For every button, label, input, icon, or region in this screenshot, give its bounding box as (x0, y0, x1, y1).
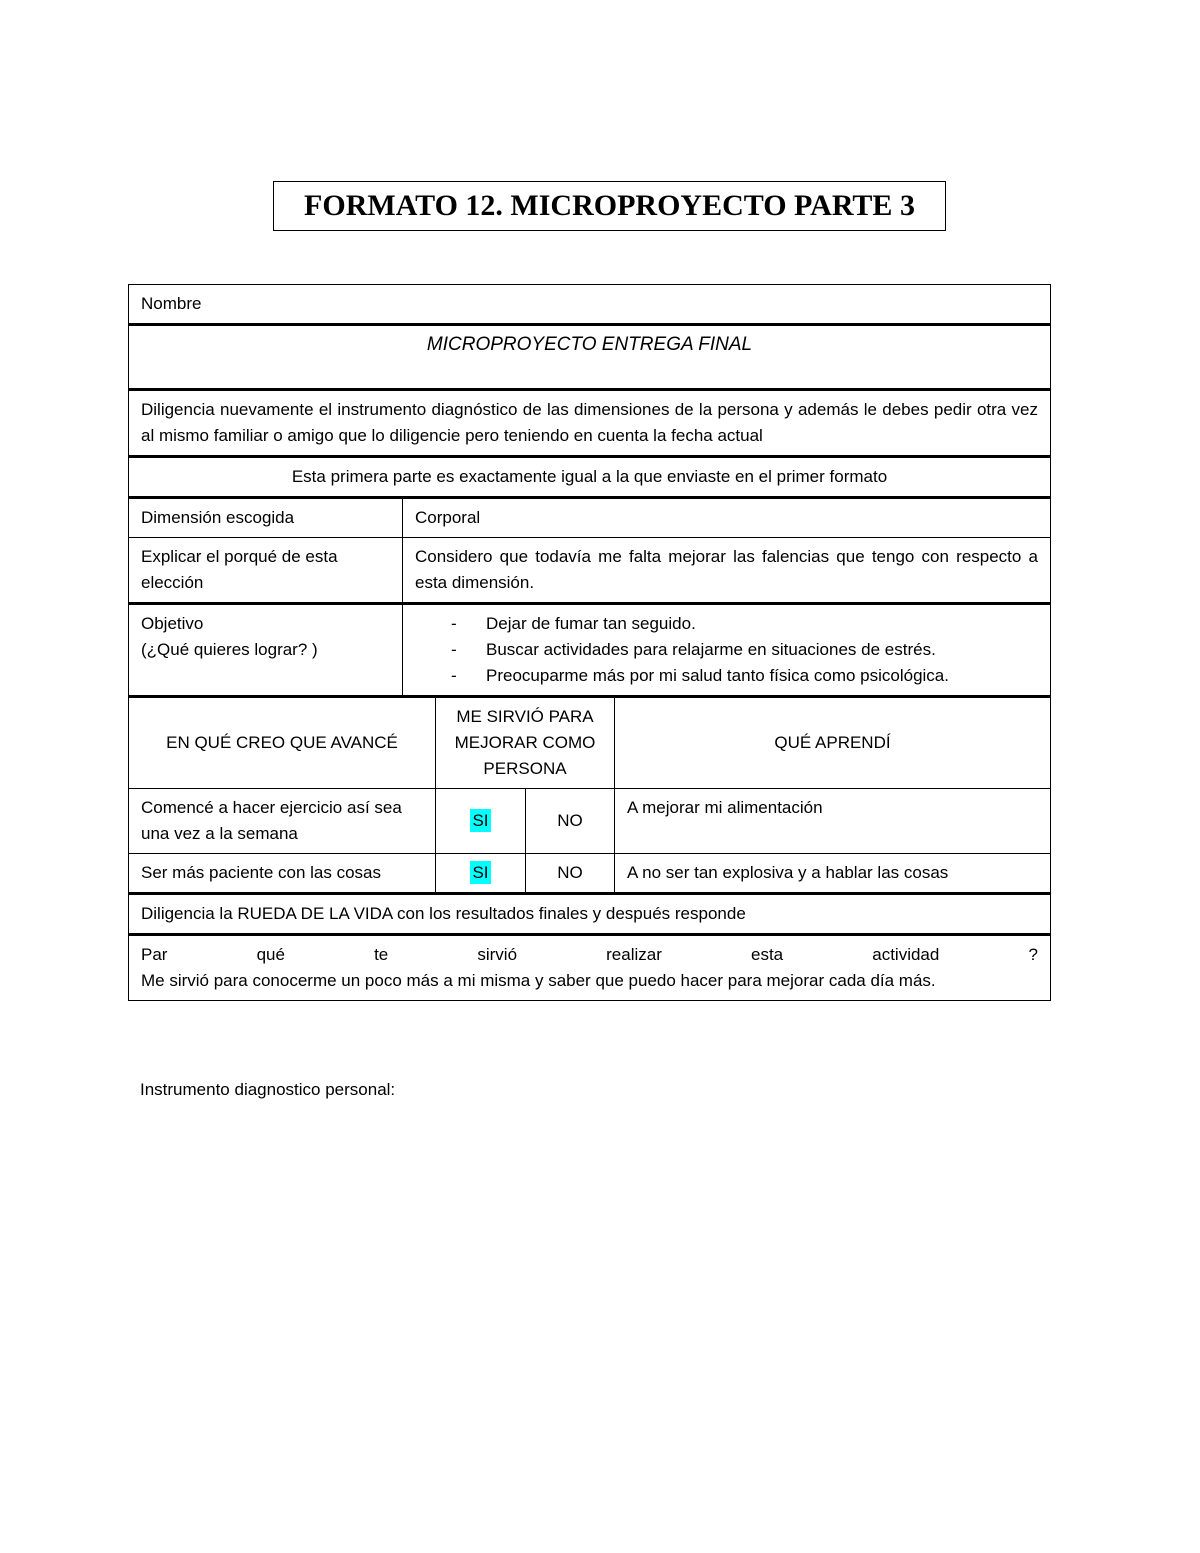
progress-learned-2[interactable]: A no ser tan explosiva y a hablar las cosas (615, 854, 1051, 894)
question-word: Par (141, 945, 168, 964)
yes-highlight: SI (472, 863, 489, 882)
objective-label-question: (¿Qué quieres lograr? ) (141, 640, 318, 659)
document-title: FORMATO 12. MICROPROYECTO PARTE 3 (273, 181, 946, 231)
question-word: qué (256, 945, 285, 964)
reflection-question (141, 942, 1038, 968)
header-learned: QUÉ APRENDÍ (615, 697, 1051, 789)
dimension-label: Dimensión escogida (129, 498, 403, 538)
objective-list-cell[interactable] (403, 604, 1051, 697)
question-word: te (374, 945, 389, 964)
question-word: actividad (872, 945, 940, 964)
note-text: Esta primera parte es exactamente igual a la que enviaste en el primer formato (129, 457, 1051, 498)
progress-yes-1[interactable] (436, 789, 526, 854)
question-word: realizar (606, 945, 662, 964)
progress-learned-1[interactable]: A mejorar mi alimentación (615, 789, 1051, 854)
reflection-cell[interactable] (129, 935, 1051, 1001)
question-word: ? (1028, 945, 1038, 964)
objective-label (129, 604, 403, 697)
progress-no-1[interactable]: NO (526, 789, 615, 854)
microproject-form (128, 284, 1051, 1001)
wheel-instruction: Diligencia la RUEDA DE LA VIDA con los resultados finales y después responde (129, 894, 1051, 935)
header-advanced: EN QUÉ CREO QUE AVANCÉ (129, 697, 436, 789)
objective-list (415, 611, 1038, 689)
reflection-answer: Me sirvió para conocerme un poco más a mi misma y saber que puedo hacer para mejorar cada día más. (141, 971, 936, 990)
objective-label-title: Objetivo (141, 614, 204, 633)
progress-yes-2[interactable] (436, 854, 526, 894)
objective-item: - Buscar actividades para relajarme en situaciones de estrés. (451, 637, 1038, 663)
question-word: sirvió (477, 945, 518, 964)
objective-item: - Preocuparme más por mi salud tanto física como psicológica. (451, 663, 1038, 689)
dimension-value[interactable]: Corporal (403, 498, 1051, 538)
section-title: MICROPROYECTO ENTREGA FINAL (129, 325, 1051, 390)
reason-label: Explicar el porqué de esta elección (129, 538, 403, 604)
progress-advanced-2[interactable]: Ser más paciente con las cosas (129, 854, 436, 894)
objective-item: - Dejar de fumar tan seguido. (451, 611, 1038, 637)
reason-value[interactable]: Considero que todavía me falta mejorar las falencias que tengo con respecto a esta dimensión. (403, 538, 1051, 604)
progress-advanced-1[interactable]: Comencé a hacer ejercicio así sea una vez a la semana (129, 789, 436, 854)
diagnostic-instrument-label: Instrumento diagnostico personal: (140, 1080, 396, 1099)
header-helped: ME SIRVIÓ PARA MEJORAR COMO PERSONA (436, 697, 615, 789)
yes-highlight: SI (472, 811, 489, 830)
progress-no-2[interactable]: NO (526, 854, 615, 894)
instructions-text: Diligencia nuevamente el instrumento diagnóstico de las dimensiones de la persona y además le debes pedir otra vez al mismo familiar o amigo que lo diligencie pero teniendo en cuenta la fecha actual (129, 390, 1051, 457)
question-word: esta (751, 945, 784, 964)
name-field[interactable]: Nombre (129, 285, 1051, 325)
